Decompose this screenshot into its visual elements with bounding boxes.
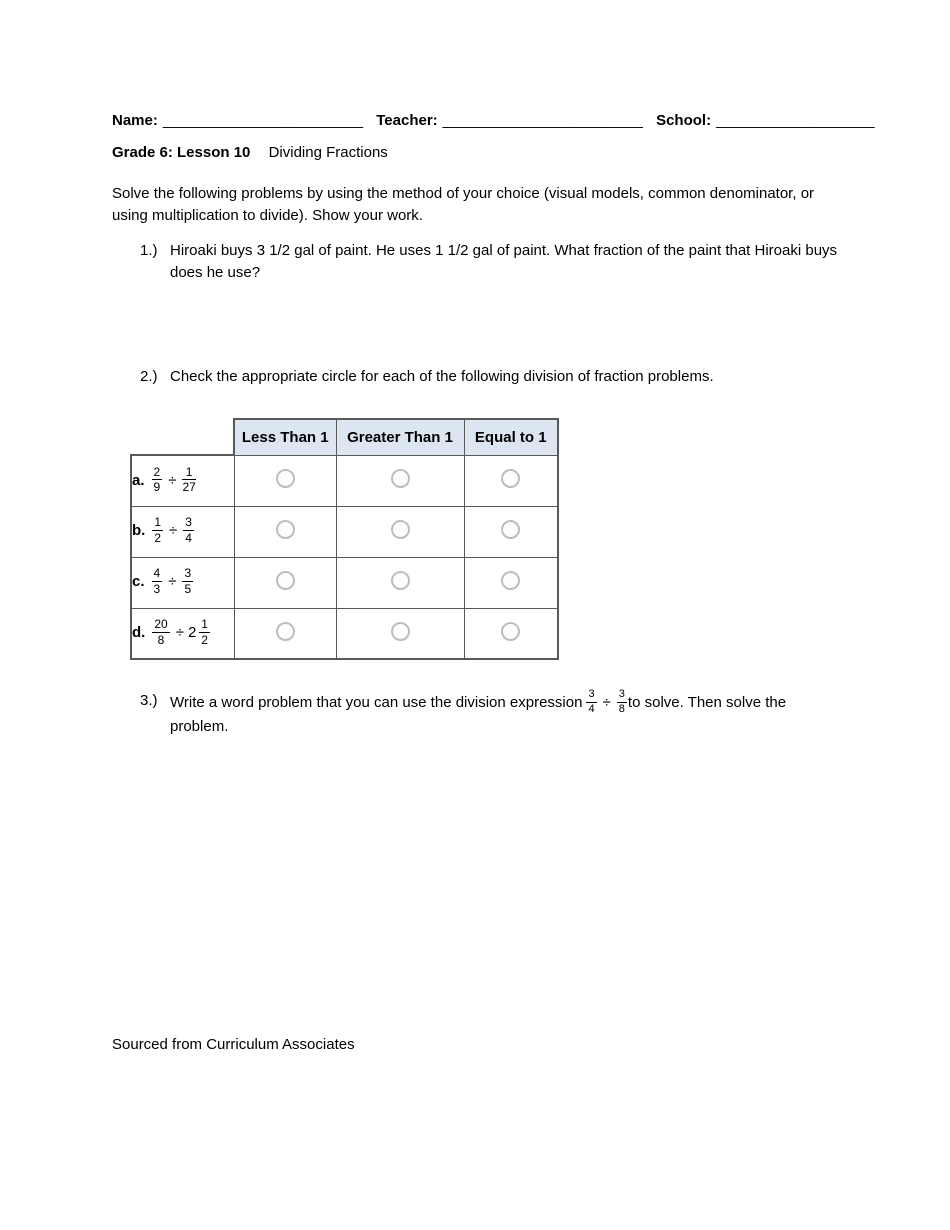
problem-1-number: 1.) bbox=[140, 242, 158, 259]
fraction: $\frac{3}{5}$ bbox=[184, 566, 192, 596]
source-attribution: Sourced from Curriculum Associates bbox=[112, 1036, 355, 1053]
radio-c-greater-than-1[interactable] bbox=[391, 571, 410, 590]
lesson-title-line bbox=[112, 144, 838, 161]
fraction: $\frac{3}{4}$ bbox=[588, 688, 595, 715]
expression-b: b. $\frac{1}{2}$ ÷ $\frac{3}{4}$ bbox=[131, 506, 234, 557]
table-row-c bbox=[131, 557, 558, 608]
fraction: $\frac{1}{2}$ bbox=[201, 617, 208, 647]
problem-2-text: Check the appropriate circle for each of the following division of fraction problems. bbox=[170, 368, 714, 385]
name-blank: ________________________ bbox=[162, 112, 364, 129]
division-sign: ÷ bbox=[175, 624, 184, 642]
table-header-row bbox=[131, 419, 558, 455]
table-row-a bbox=[131, 455, 558, 506]
header-fillin-line bbox=[112, 112, 875, 129]
cell-c-less-than-1 bbox=[234, 557, 336, 608]
division-sign: ÷ bbox=[168, 573, 177, 591]
problem-3-number: 3.) bbox=[140, 692, 158, 709]
mixed-number-whole: 2 bbox=[187, 624, 197, 642]
fraction-comparison-table bbox=[130, 418, 559, 660]
fraction: $\frac{4}{3}$ bbox=[153, 566, 161, 596]
cell-b-less-than-1 bbox=[234, 506, 336, 557]
cell-c-greater-than-1 bbox=[336, 557, 464, 608]
table-row-d bbox=[131, 608, 558, 659]
fraction: $\frac{20}{8}$ bbox=[154, 617, 168, 647]
cell-d-greater-than-1 bbox=[336, 608, 464, 659]
instructions-paragraph: Solve the following problems by using the method of your choice (visual models, common denominator, or using multiplication to divide). Show your work. bbox=[112, 185, 815, 224]
radio-c-less-than-1[interactable] bbox=[276, 571, 295, 590]
column-header-greater-than-1: Greater Than 1 bbox=[336, 419, 464, 455]
cell-a-less-than-1 bbox=[234, 455, 336, 506]
lesson-topic: Dividing Fractions bbox=[268, 144, 388, 161]
name-label: Name: bbox=[112, 112, 158, 129]
school-label: School: bbox=[656, 112, 712, 129]
cell-a-equal-to-1 bbox=[464, 455, 558, 506]
radio-a-equal-to-1[interactable] bbox=[501, 469, 520, 488]
table-corner-empty bbox=[131, 419, 234, 455]
expression-d: d. $\frac{20}{8}$ ÷ 2 $\frac{1}{2}$ bbox=[131, 608, 234, 659]
problem-3-text: Write a word problem that you can use the division expression $\frac{3}{4}$ ÷ $\frac{3}{8}$ to solve. Then solve the problem. bbox=[170, 688, 787, 736]
teacher-blank: ________________________ bbox=[442, 112, 643, 129]
fraction: $\frac{3}{4}$ bbox=[185, 515, 192, 545]
radio-c-equal-to-1[interactable] bbox=[501, 571, 520, 590]
division-sign: ÷ bbox=[602, 694, 611, 712]
cell-a-greater-than-1 bbox=[336, 455, 464, 506]
radio-a-greater-than-1[interactable] bbox=[391, 469, 410, 488]
cell-b-equal-to-1 bbox=[464, 506, 558, 557]
fraction: $\frac{1}{27}$ bbox=[182, 464, 196, 495]
problem-1 bbox=[112, 240, 838, 284]
radio-b-greater-than-1[interactable] bbox=[391, 520, 410, 539]
column-header-equal-to-1: Equal to 1 bbox=[464, 419, 558, 455]
radio-d-equal-to-1[interactable] bbox=[501, 622, 520, 641]
table-row-b bbox=[131, 506, 558, 557]
radio-b-less-than-1[interactable] bbox=[276, 520, 295, 539]
column-header-less-than-1: Less Than 1 bbox=[234, 419, 336, 455]
fraction: $\frac{2}{9}$ bbox=[153, 464, 161, 495]
problem-3 bbox=[112, 690, 838, 738]
radio-a-less-than-1[interactable] bbox=[276, 469, 295, 488]
fraction: $\frac{1}{2}$ bbox=[154, 515, 162, 545]
problem-2 bbox=[112, 366, 838, 388]
lesson-title: Grade 6: Lesson 10 bbox=[112, 144, 251, 161]
cell-c-equal-to-1 bbox=[464, 557, 558, 608]
division-sign: ÷ bbox=[169, 522, 178, 540]
teacher-label: Teacher: bbox=[376, 112, 438, 129]
fraction: $\frac{3}{8}$ bbox=[618, 688, 625, 715]
cell-d-less-than-1 bbox=[234, 608, 336, 659]
problem-1-text: Hiroaki buys 3 1/2 gal of paint. He uses 1 1/2 gal of paint. What fraction of the paint that Hiroaki buys does he use? bbox=[170, 242, 838, 281]
problem-2-number: 2.) bbox=[140, 368, 158, 385]
radio-b-equal-to-1[interactable] bbox=[501, 520, 520, 539]
radio-d-less-than-1[interactable] bbox=[276, 622, 295, 641]
school-blank: ___________________ bbox=[716, 112, 875, 129]
cell-d-equal-to-1 bbox=[464, 608, 558, 659]
division-sign: ÷ bbox=[168, 471, 177, 489]
expression-a: a. $\frac{2}{9}$ ÷ $\frac{1}{27}$ bbox=[131, 455, 234, 506]
expression-c: c. $\frac{4}{3}$ ÷ $\frac{3}{5}$ bbox=[131, 557, 234, 608]
radio-d-greater-than-1[interactable] bbox=[391, 622, 410, 641]
cell-b-greater-than-1 bbox=[336, 506, 464, 557]
